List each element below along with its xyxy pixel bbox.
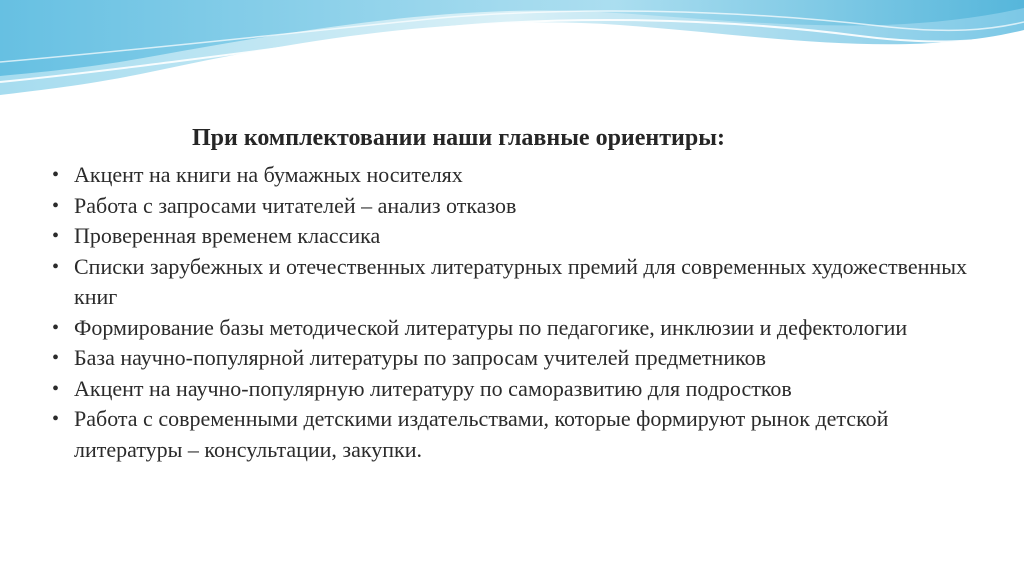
bullet-item-5: • Формирование базы методической литературы по педагогике, инклюзии и дефектологии (48, 313, 988, 344)
slide-content (48, 118, 988, 465)
bullet-item-3: • Проверенная временем классика (48, 221, 988, 252)
bullet-item-7: • Акцент на научно-популярную литературу по саморазвитию для подростков (48, 374, 988, 405)
bullet-item-6: • База научно-популярной литературы по запросам учителей предметников (48, 343, 988, 374)
bullet-item-1: • Акцент на книги на бумажных носителях (48, 160, 988, 191)
slide-title: При комплектовании наши главные ориентиры: (192, 125, 725, 151)
wave-decoration (0, 0, 1024, 110)
bullet-item-4: • Списки зарубежных и отечественных литературных премий для современных художественных книг (48, 252, 988, 313)
bullet-list (48, 160, 988, 465)
bullet-item-8: • Работа с современными детскими издательствами, которые формируют рынок детской литературы – консультации, закупки. (48, 404, 988, 465)
bullet-item-2: • Работа с запросами читателей – анализ отказов (48, 191, 988, 222)
